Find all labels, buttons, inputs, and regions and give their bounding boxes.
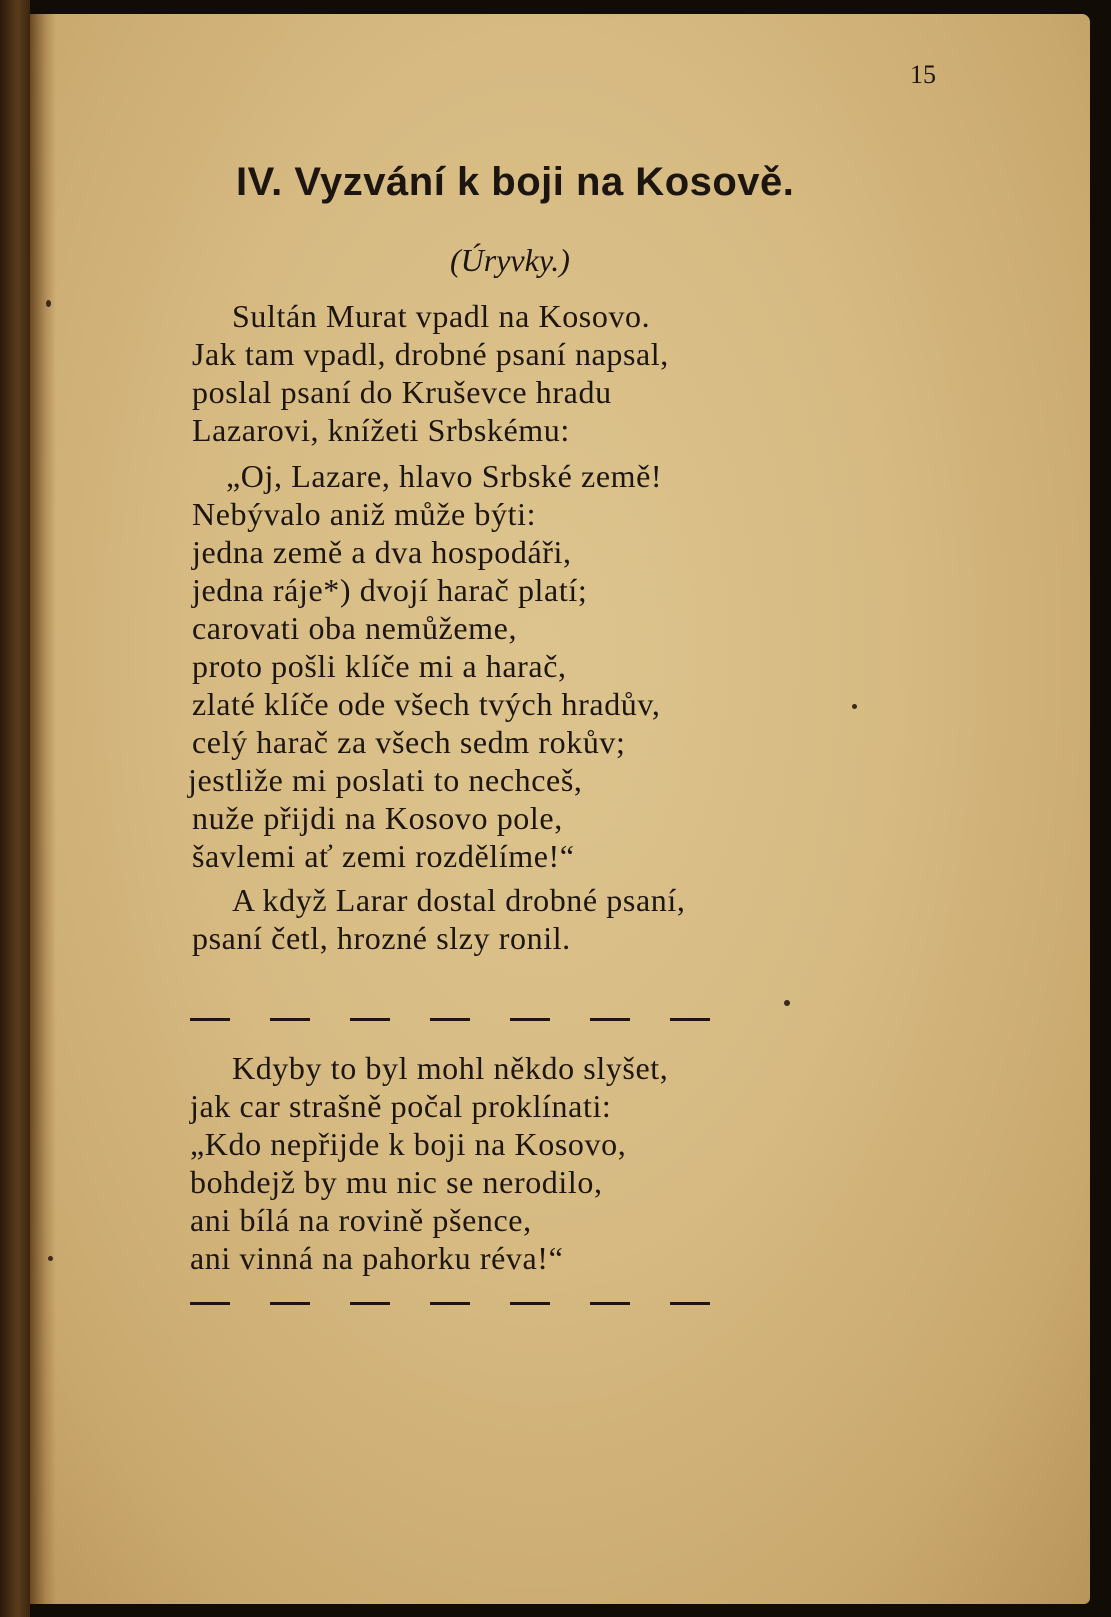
paper-speck — [784, 1000, 790, 1006]
separator-dash — [270, 1302, 310, 1305]
verse-line: Jak tam vpadl, drobné psaní napsal, — [192, 336, 669, 372]
verse-line: ani vinná na pahorku réva!“ — [190, 1240, 564, 1276]
verse-line: carovati oba nemůžeme, — [192, 610, 518, 646]
separator-dash — [510, 1302, 550, 1305]
verse-line: Nebývalo aniž může býti: — [192, 496, 537, 532]
verse-line: jak car strašně počal proklínati: — [190, 1088, 612, 1124]
verse-line: bohdejž by mu nic se nerodilo, — [190, 1164, 603, 1200]
page-number: 15 — [910, 60, 936, 89]
verse-line: proto pošli klíče mi a harač, — [192, 648, 567, 684]
separator-dash — [350, 1018, 390, 1021]
separator-dash — [510, 1018, 550, 1021]
separator-dash — [350, 1302, 390, 1305]
separator-dash — [190, 1018, 230, 1021]
paper-speck — [46, 300, 51, 307]
paper-speck — [852, 704, 857, 709]
section-separator — [190, 1018, 710, 1021]
separator-dash — [430, 1302, 470, 1305]
separator-dash — [590, 1018, 630, 1021]
verse-line: ani bílá na rovině pšence, — [190, 1202, 532, 1238]
verse-line: jestliže mi poslati to nechceš, — [188, 762, 583, 798]
separator-dash — [670, 1018, 710, 1021]
verse-line: jedna země a dva hospodáři, — [192, 534, 572, 570]
separator-dash — [190, 1302, 230, 1305]
verse-line: psaní četl, hrozné slzy ronil. — [192, 920, 571, 956]
paper-speck — [48, 1256, 53, 1261]
verse-line: A když Larar dostal drobné psaní, — [232, 882, 686, 918]
separator-dash — [430, 1018, 470, 1021]
verse-line: Sultán Murat vpadl na Kosovo. — [232, 298, 651, 334]
verse-line: Kdyby to byl mohl někdo slyšet, — [232, 1050, 669, 1086]
verse-line: „Oj, Lazare, hlavo Srbské země! — [226, 458, 663, 494]
section-separator — [190, 1302, 710, 1305]
verse-line: poslal psaní do Kruševce hradu — [192, 374, 612, 410]
poem-subtitle: (Úryvky.) — [450, 242, 570, 278]
verse-line: Lazarovi, knížeti Srbskému: — [192, 412, 570, 448]
verse-line: „Kdo nepřijde k boji na Kosovo, — [190, 1126, 627, 1162]
poem-title: IV. Vyzvání k boji na Kosově. — [236, 160, 795, 204]
separator-dash — [670, 1302, 710, 1305]
verse-line: nuže přijdi na Kosovo pole, — [192, 800, 563, 836]
verse-line: zlaté klíče ode všech tvých hradův, — [192, 686, 661, 722]
verse-line: šavlemi ať zemi rozdělíme!“ — [192, 838, 575, 874]
verse-line: celý harač za všech sedm rokův; — [192, 724, 626, 760]
book-gutter — [0, 0, 30, 1617]
verse-line: jedna ráje*) dvojí harač platí; — [192, 572, 588, 608]
separator-dash — [270, 1018, 310, 1021]
separator-dash — [590, 1302, 630, 1305]
